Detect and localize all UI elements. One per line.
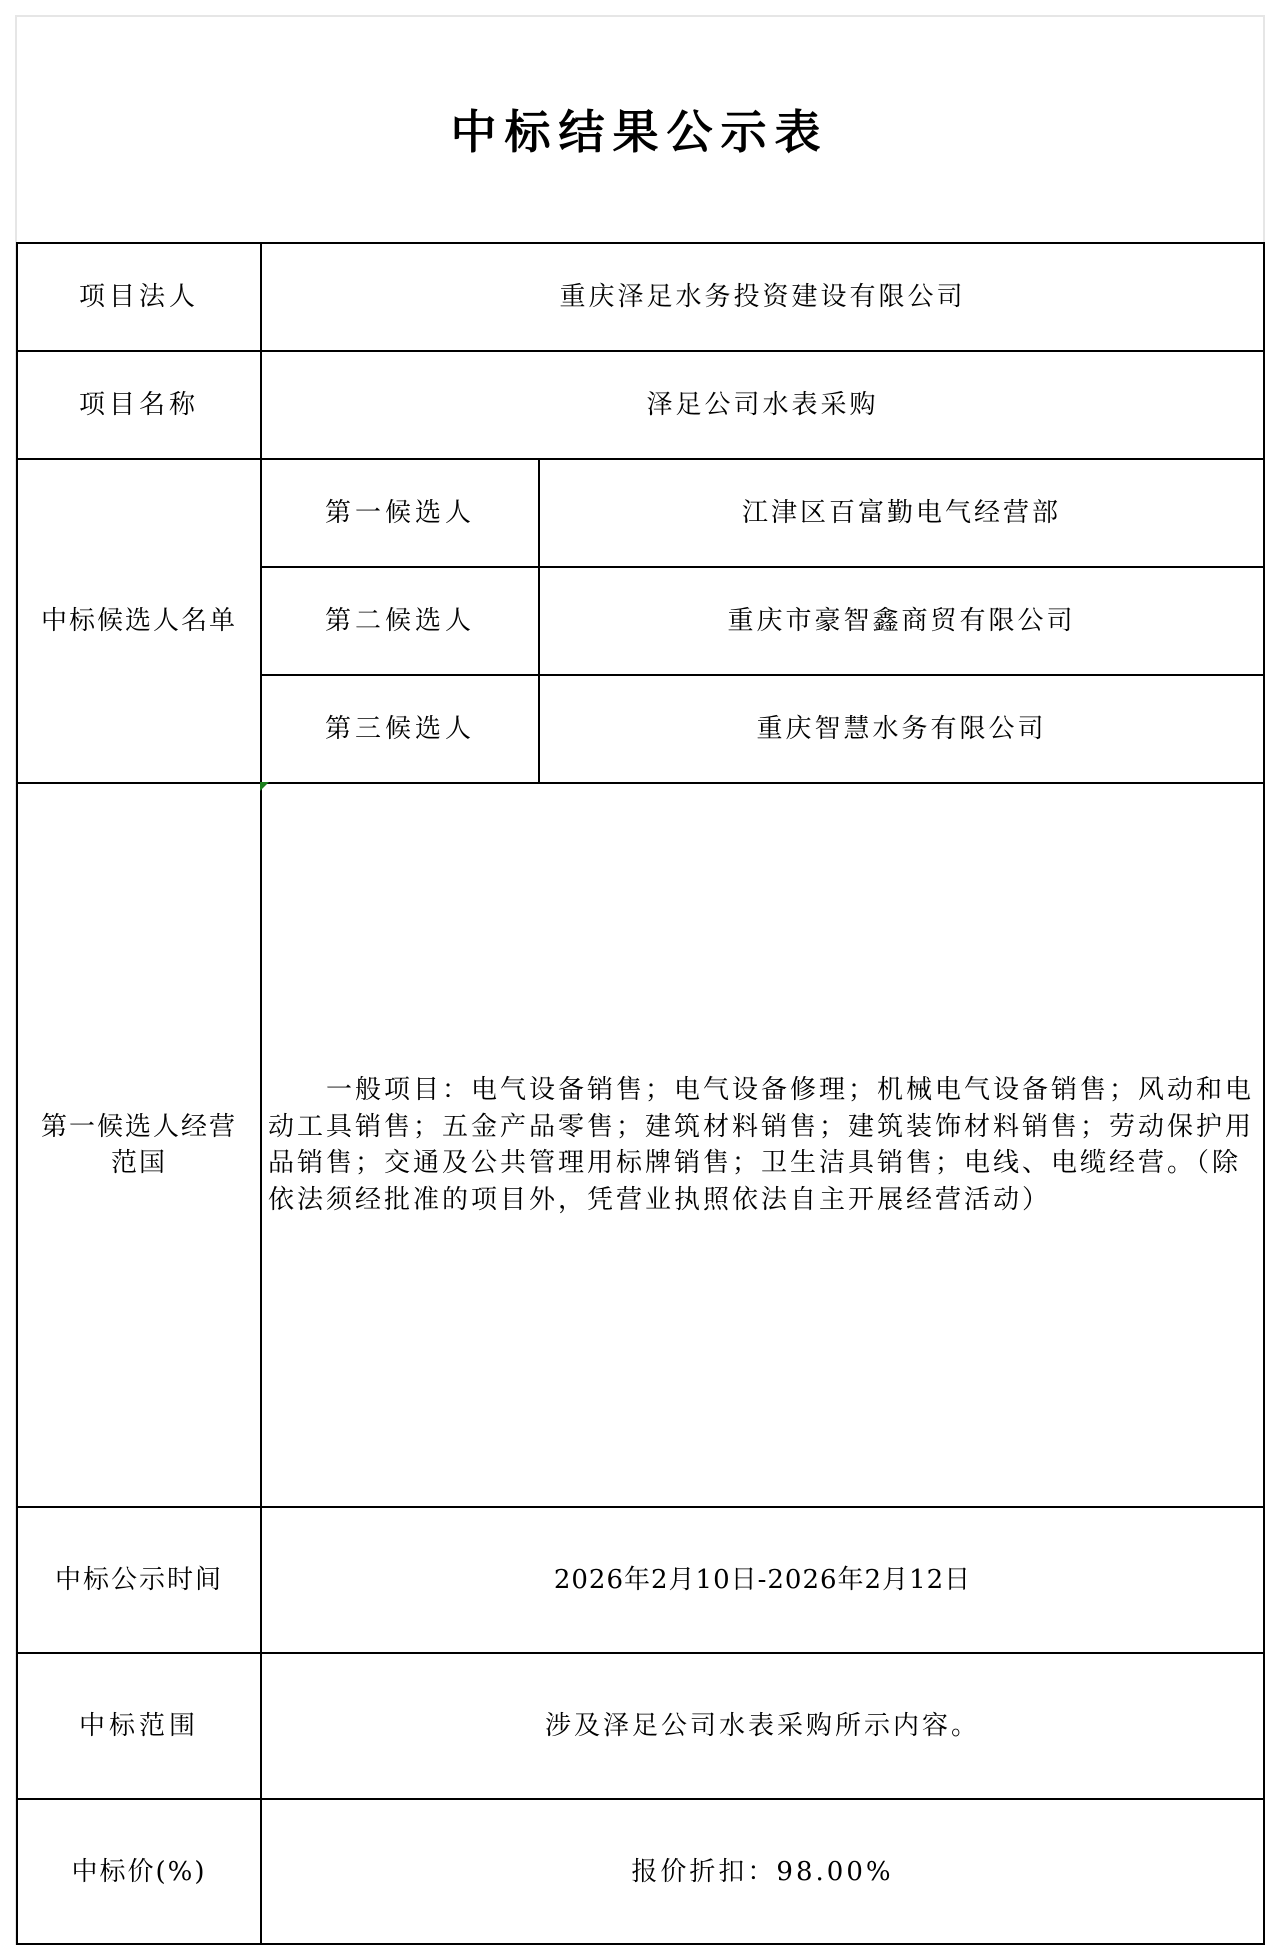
business-scope-value-cell[interactable] [260,782,1265,1508]
business-scope-text: 一般项目：电气设备销售；电气设备修理；机械电气设备销售；风动和电动工具销售；五金产品零售；建筑材料销售；建筑装饰材料销售；劳动保护用品销售；交通及公共管理用标牌销售；卫生洁具销售；电线、电缆经营。（除依法须经批准的项目外，凭营业执照依法自主开展经营活动） [268,1075,1255,1215]
candidate-1-rank-cell[interactable]: 第一候选人 [260,458,540,568]
legal-entity-value-cell[interactable]: 重庆泽足水务投资建设有限公司 [260,242,1265,352]
bid-scope-value-cell[interactable]: 涉及泽足公司水表采购所示内容。 [260,1652,1265,1800]
cell-comment-marker-icon [260,782,269,791]
bid-price-label-cell[interactable]: 中标价(%) [16,1798,262,1945]
publicity-period-value-cell[interactable]: 2026年2月10日-2026年2月12日 [260,1506,1265,1654]
project-name-label-cell[interactable]: 项目名称 [16,350,262,460]
candidate-3-rank-cell[interactable]: 第三候选人 [260,674,540,784]
project-name-value-cell[interactable]: 泽足公司水表采购 [260,350,1265,460]
business-scope-label-cell[interactable]: 第一候选人经营范国 [16,782,262,1508]
candidate-2-name-cell[interactable]: 重庆市豪智鑫商贸有限公司 [538,566,1265,676]
bid-scope-label-cell[interactable]: 中标范围 [16,1652,262,1800]
page-title: 中标结果公示表 [450,105,829,159]
bid-price-value-cell[interactable]: 报价折扣：98.00% [260,1798,1265,1945]
legal-entity-label-cell[interactable]: 项目法人 [16,242,262,352]
candidates-label-cell[interactable]: 中标候选人名单 [16,458,262,784]
candidate-3-name-cell[interactable]: 重庆智慧水务有限公司 [538,674,1265,784]
candidate-1-name-cell[interactable]: 江津区百富勤电气经营部 [538,458,1265,568]
publicity-period-label-cell[interactable]: 中标公示时间 [16,1506,262,1654]
candidate-2-rank-cell[interactable]: 第二候选人 [260,566,540,676]
